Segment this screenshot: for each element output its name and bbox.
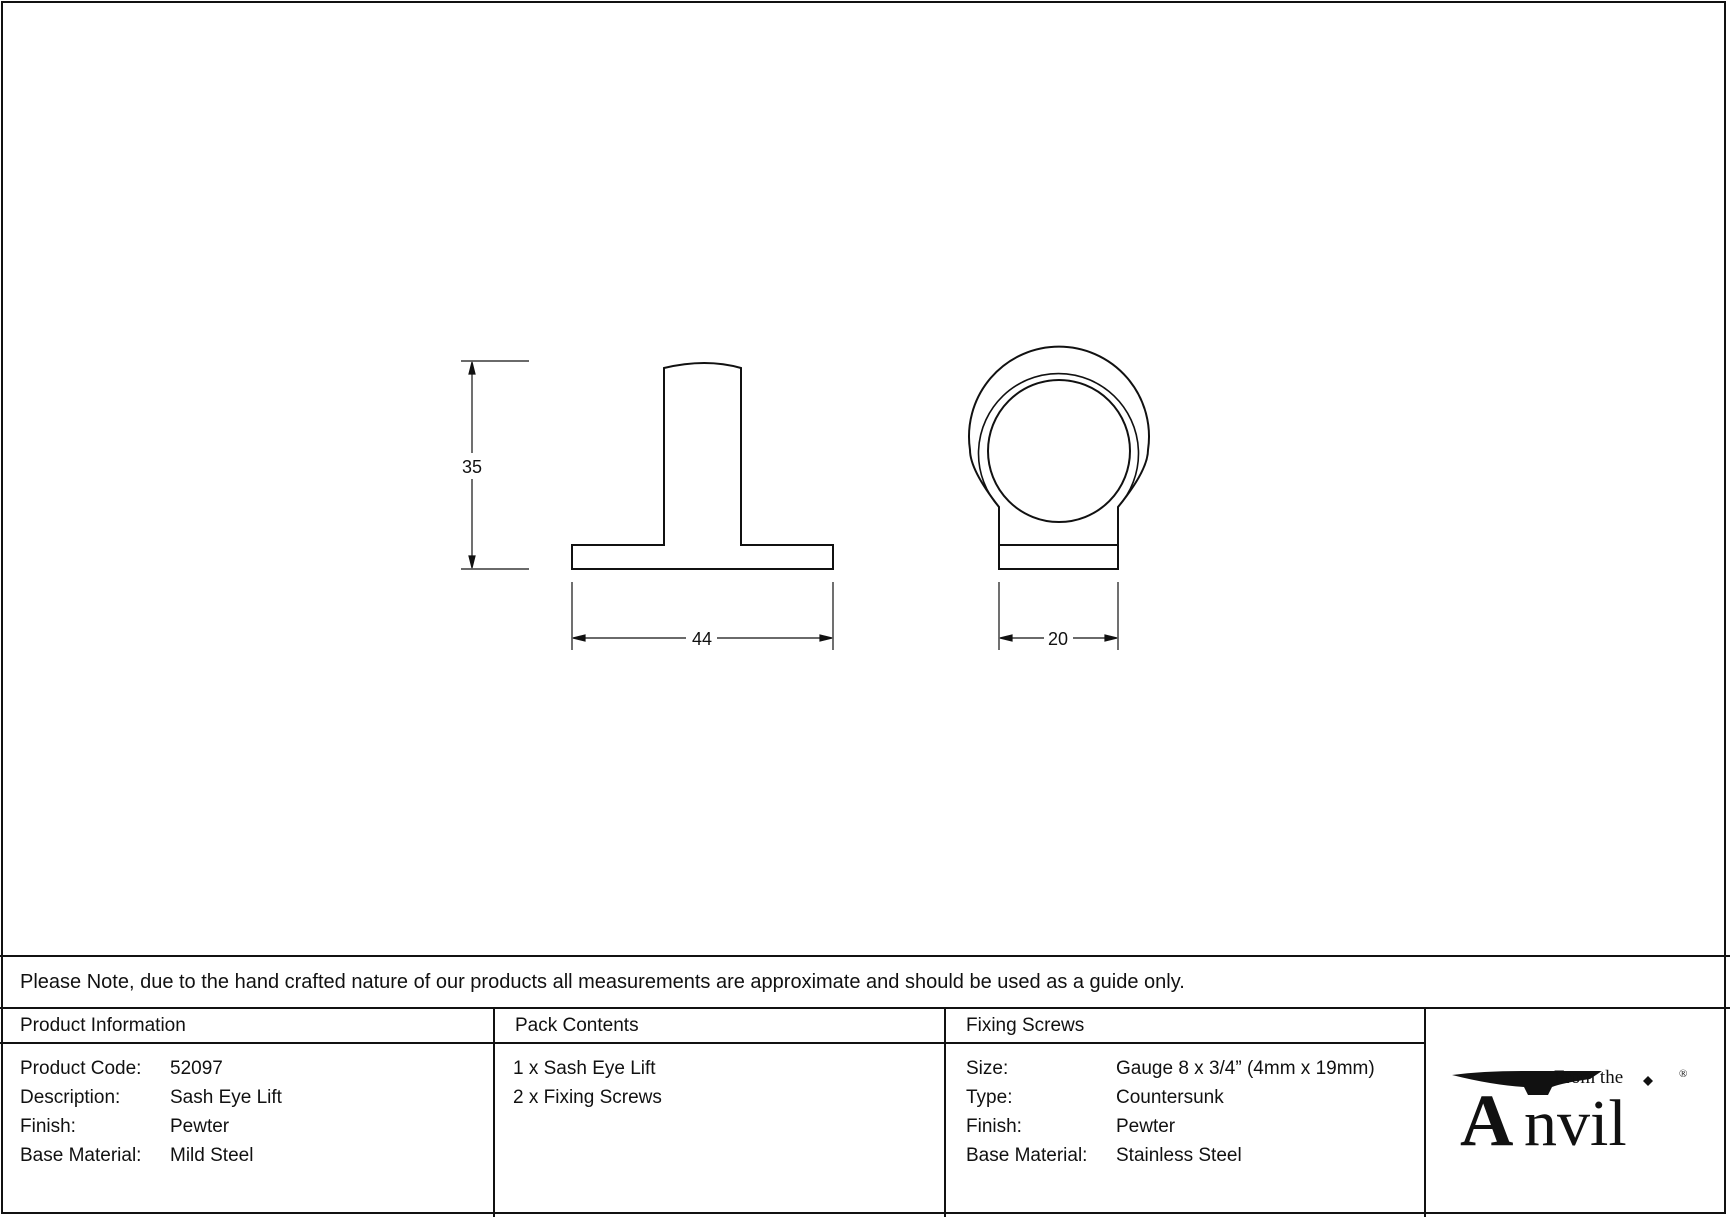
measurement-note: Please Note, due to the hand crafted nature of our products all measurements are approximate and should be used as a guide only. (0, 955, 1730, 1008)
height-dimension-label: 35 (461, 457, 483, 477)
fixing-screws-panel (944, 1009, 1425, 1217)
front-view-inner-ring (979, 374, 1139, 507)
description-value: Sash Eye Lift (170, 1087, 282, 1108)
finish-label: Finish: (20, 1116, 76, 1137)
screw-base-material-value: Stainless Steel (1116, 1145, 1242, 1166)
product-code-label: Product Code: (20, 1058, 142, 1079)
product-code-value: 52097 (170, 1058, 223, 1079)
finish-value: Pewter (170, 1116, 230, 1137)
screw-type-label: Type: (966, 1087, 1013, 1108)
description-label: Description: (20, 1087, 121, 1108)
logo-initial: A (1460, 1080, 1514, 1161)
screw-size-row (946, 1054, 1425, 1083)
finish-row (0, 1112, 493, 1141)
base-material-row (0, 1141, 493, 1170)
pack-item: 1 x Sash Eye Lift (513, 1058, 656, 1079)
screw-base-material-row (946, 1141, 1425, 1170)
product-information-header: Product Information (0, 1009, 493, 1044)
side-view-outline (572, 363, 833, 569)
pack-contents-panel (493, 1009, 944, 1217)
from-the-anvil-logo (1452, 1061, 1692, 1161)
front-view-eye (988, 380, 1130, 522)
diamond-icon (1643, 1076, 1653, 1086)
screw-size-label: Size: (966, 1058, 1009, 1079)
fixing-screws-header: Fixing Screws (946, 1009, 1425, 1044)
width-front-dimension-label: 20 (1047, 629, 1069, 649)
pack-contents-header: Pack Contents (495, 1009, 944, 1044)
info-table (0, 1007, 1730, 1217)
trademark-mark: ® (1679, 1068, 1688, 1080)
screw-finish-value: Pewter (1116, 1116, 1176, 1137)
base-material-value: Mild Steel (170, 1145, 254, 1166)
screw-type-value: Countersunk (1116, 1087, 1224, 1108)
screw-size-value: Gauge 8 x 3/4” (4mm x 19mm) (1116, 1058, 1375, 1079)
logo-main-text: nvil (1524, 1087, 1627, 1160)
product-code-row (0, 1054, 493, 1083)
screw-finish-label: Finish: (966, 1116, 1022, 1137)
logo-top-text: From the (1554, 1067, 1624, 1088)
product-information-panel (0, 1009, 493, 1217)
screw-finish-row (946, 1112, 1425, 1141)
brand-logo-panel (1424, 1009, 1730, 1217)
screw-base-material-label: Base Material: (966, 1145, 1088, 1166)
base-material-label: Base Material: (20, 1145, 142, 1166)
screw-type-row (946, 1083, 1425, 1112)
pack-item: 2 x Fixing Screws (513, 1087, 662, 1108)
description-row (0, 1083, 493, 1112)
width-side-dimension-label: 44 (691, 629, 713, 649)
